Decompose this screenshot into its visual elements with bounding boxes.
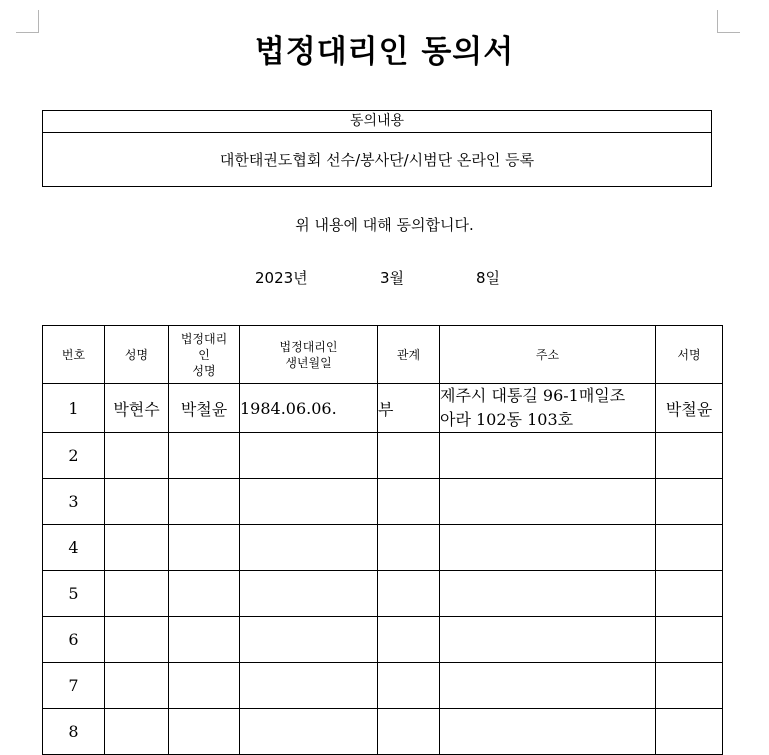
- player-name-cell[interactable]: [105, 709, 169, 755]
- address-line-2: 아라 102동 103호: [440, 410, 574, 429]
- player-name-cell[interactable]: [105, 479, 169, 525]
- consent-box: [42, 110, 712, 187]
- relation-cell[interactable]: [378, 433, 440, 479]
- row-number: 8: [43, 709, 105, 755]
- relation-cell[interactable]: [378, 571, 440, 617]
- address-cell[interactable]: [440, 663, 656, 709]
- header-no: 번호: [43, 326, 105, 384]
- guardian-name-cell[interactable]: [169, 709, 240, 755]
- signature-cell[interactable]: [656, 709, 723, 755]
- table-row: [43, 384, 723, 433]
- consent-header: 동의내용: [43, 111, 711, 133]
- guardian-birth-cell[interactable]: 1984.06.06.: [240, 384, 378, 433]
- guardian-name-cell[interactable]: [169, 525, 240, 571]
- guardian-table: [42, 325, 723, 755]
- guardian-birth-cell[interactable]: [240, 709, 378, 755]
- header-address: 주소: [440, 326, 656, 384]
- relation-cell[interactable]: [378, 663, 440, 709]
- table-row: [43, 571, 723, 617]
- signature-cell[interactable]: [656, 617, 723, 663]
- signature-cell[interactable]: [656, 525, 723, 571]
- date-month[interactable]: 3월: [380, 269, 405, 287]
- player-name-cell[interactable]: [105, 663, 169, 709]
- signature-cell[interactable]: [656, 433, 723, 479]
- signature-cell[interactable]: [656, 663, 723, 709]
- row-number: 3: [43, 479, 105, 525]
- date-year[interactable]: 2023년: [255, 269, 308, 287]
- guardian-name-cell[interactable]: [169, 479, 240, 525]
- relation-cell[interactable]: [378, 709, 440, 755]
- row-number: 4: [43, 525, 105, 571]
- player-name-cell[interactable]: [105, 525, 169, 571]
- row-number: 2: [43, 433, 105, 479]
- address-cell[interactable]: [440, 433, 656, 479]
- signature-cell[interactable]: 박철윤: [656, 384, 723, 433]
- relation-cell[interactable]: [378, 617, 440, 663]
- guardian-birth-cell[interactable]: [240, 663, 378, 709]
- guardian-birth-cell[interactable]: [240, 433, 378, 479]
- address-line-1: 제주시 대통길 96-1매일조: [440, 386, 626, 405]
- guardian-birth-cell[interactable]: [240, 571, 378, 617]
- address-cell[interactable]: [440, 571, 656, 617]
- signature-cell[interactable]: [656, 571, 723, 617]
- signature-cell[interactable]: [656, 479, 723, 525]
- row-number: 7: [43, 663, 105, 709]
- guardian-name-cell[interactable]: [169, 617, 240, 663]
- row-number: 6: [43, 617, 105, 663]
- row-number: 1: [43, 384, 105, 433]
- header-guardian-birth: 법정대리인 생년월일: [240, 326, 378, 384]
- address-cell[interactable]: [440, 617, 656, 663]
- table-row: [43, 525, 723, 571]
- table-row: [43, 617, 723, 663]
- player-name-cell[interactable]: [105, 617, 169, 663]
- address-cell[interactable]: [440, 384, 656, 433]
- table-header-row: [43, 326, 723, 384]
- table-row: [43, 433, 723, 479]
- header-guardian-name: 법정대리 인 성명: [169, 326, 240, 384]
- guardian-name-cell[interactable]: [169, 663, 240, 709]
- player-name-cell[interactable]: [105, 571, 169, 617]
- consent-content[interactable]: 대한태권도협회 선수/봉사단/시범단 온라인 등록: [219, 151, 535, 169]
- guardian-birth-cell[interactable]: [240, 525, 378, 571]
- header-relation: 관계: [378, 326, 440, 384]
- player-name-cell[interactable]: [105, 433, 169, 479]
- header-sign: 서명: [656, 326, 723, 384]
- guardian-birth-cell[interactable]: [240, 617, 378, 663]
- table-row: [43, 663, 723, 709]
- table-row: [43, 479, 723, 525]
- row-number: 5: [43, 571, 105, 617]
- player-name-cell[interactable]: 박현수: [105, 384, 169, 433]
- relation-cell[interactable]: 부: [378, 384, 440, 433]
- document-title: 법정대리인 동의서: [254, 34, 515, 70]
- date-day[interactable]: 8일: [476, 269, 501, 287]
- relation-cell[interactable]: [378, 525, 440, 571]
- guardian-birth-cell[interactable]: [240, 479, 378, 525]
- agreement-statement: 위 내용에 대해 동의합니다.: [295, 216, 474, 234]
- header-name: 성명: [105, 326, 169, 384]
- table-row: [43, 709, 723, 755]
- guardian-name-cell[interactable]: [169, 433, 240, 479]
- address-cell[interactable]: [440, 479, 656, 525]
- relation-cell[interactable]: [378, 479, 440, 525]
- guardian-name-cell[interactable]: [169, 571, 240, 617]
- address-cell[interactable]: [440, 709, 656, 755]
- guardian-name-cell[interactable]: 박철윤: [169, 384, 240, 433]
- address-cell[interactable]: [440, 525, 656, 571]
